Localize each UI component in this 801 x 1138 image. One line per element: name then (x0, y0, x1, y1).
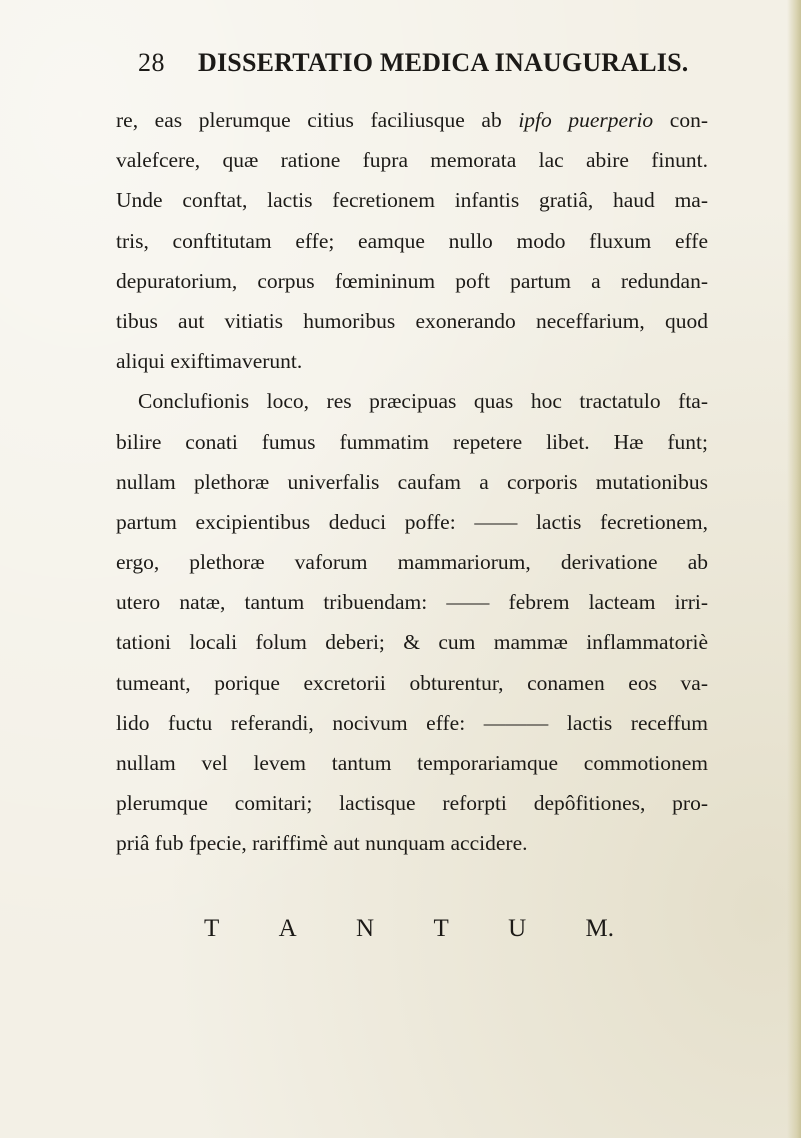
text-line: Conclufionis loco, res præcipuas quas hoc tractatulo fta- (138, 389, 708, 414)
closing-letter: A (278, 915, 297, 942)
page-edge-shadow (787, 0, 801, 1138)
closing-letter: N (356, 915, 375, 942)
text-line: ergo, plethoræ vaforum mammariorum, derivatione ab (116, 550, 708, 575)
page-number: 28 (138, 48, 165, 77)
closing-letter: T (204, 915, 220, 942)
text-line: partum excipientibus deduci poffe: —— lactis fecretionem, (116, 509, 708, 534)
text-line: tibus aut vitiatis humoribus exonerando neceffarium, quod (116, 308, 708, 333)
text-line: depuratorium, corpus fœmininum poft partum a redundan- (116, 268, 708, 293)
paragraph-2 (116, 381, 708, 863)
text-segment: con- (653, 108, 708, 132)
text-line: plerumque comitari; lactisque reforpti depôfitiones, pro- (116, 791, 708, 816)
closing-letter: U (508, 915, 527, 942)
paragraph-1 (116, 100, 708, 381)
text-line: tationi locali folum deberi; & cum mammæ inflammatoriè (116, 630, 708, 655)
text-line: bilire conati fumus fummatim repetere libet. Hæ funt; (116, 429, 708, 454)
page-header (138, 48, 689, 88)
text-line: valefcere, quæ ratione fupra memorata lac abire finunt. (116, 148, 708, 173)
text-line (116, 100, 708, 140)
closing-letter: M. (585, 915, 614, 942)
closing-letter: T (433, 915, 449, 942)
text-line: nullam plethoræ univerfalis caufam a corporis mutationibus (116, 469, 708, 494)
text-line: Unde conftat, lactis fecretionem infantis gratiâ, haud ma- (116, 188, 708, 213)
text-line: tumeant, porique excretorii obturentur, conamen eos va- (116, 670, 708, 695)
text-line: priâ fub fpecie, rariffimè aut nunquam accidere. (116, 831, 528, 856)
text-line: utero natæ, tantum tribuendam: —— febrem lacteam irri- (116, 590, 708, 615)
text-line: lido fuctu referandi, nocivum effe: ——— lactis receffum (116, 710, 708, 735)
italic-phrase: ipfo puerperio (518, 108, 654, 132)
text-line: aliqui exiftimaverunt. (116, 349, 303, 374)
text-line: nullam vel levem tantum temporariamque commotionem (116, 751, 708, 775)
text-segment: re, eas plerumque citius faciliusque ab (116, 108, 519, 132)
text-line: tris, conftitutam effe; eamque nullo modo fluxum effe (116, 228, 708, 253)
running-title: DISSERTATIO MEDICA INAUGURALIS. (198, 48, 689, 77)
closing-word-tantum (204, 915, 614, 943)
body-text (116, 100, 708, 864)
